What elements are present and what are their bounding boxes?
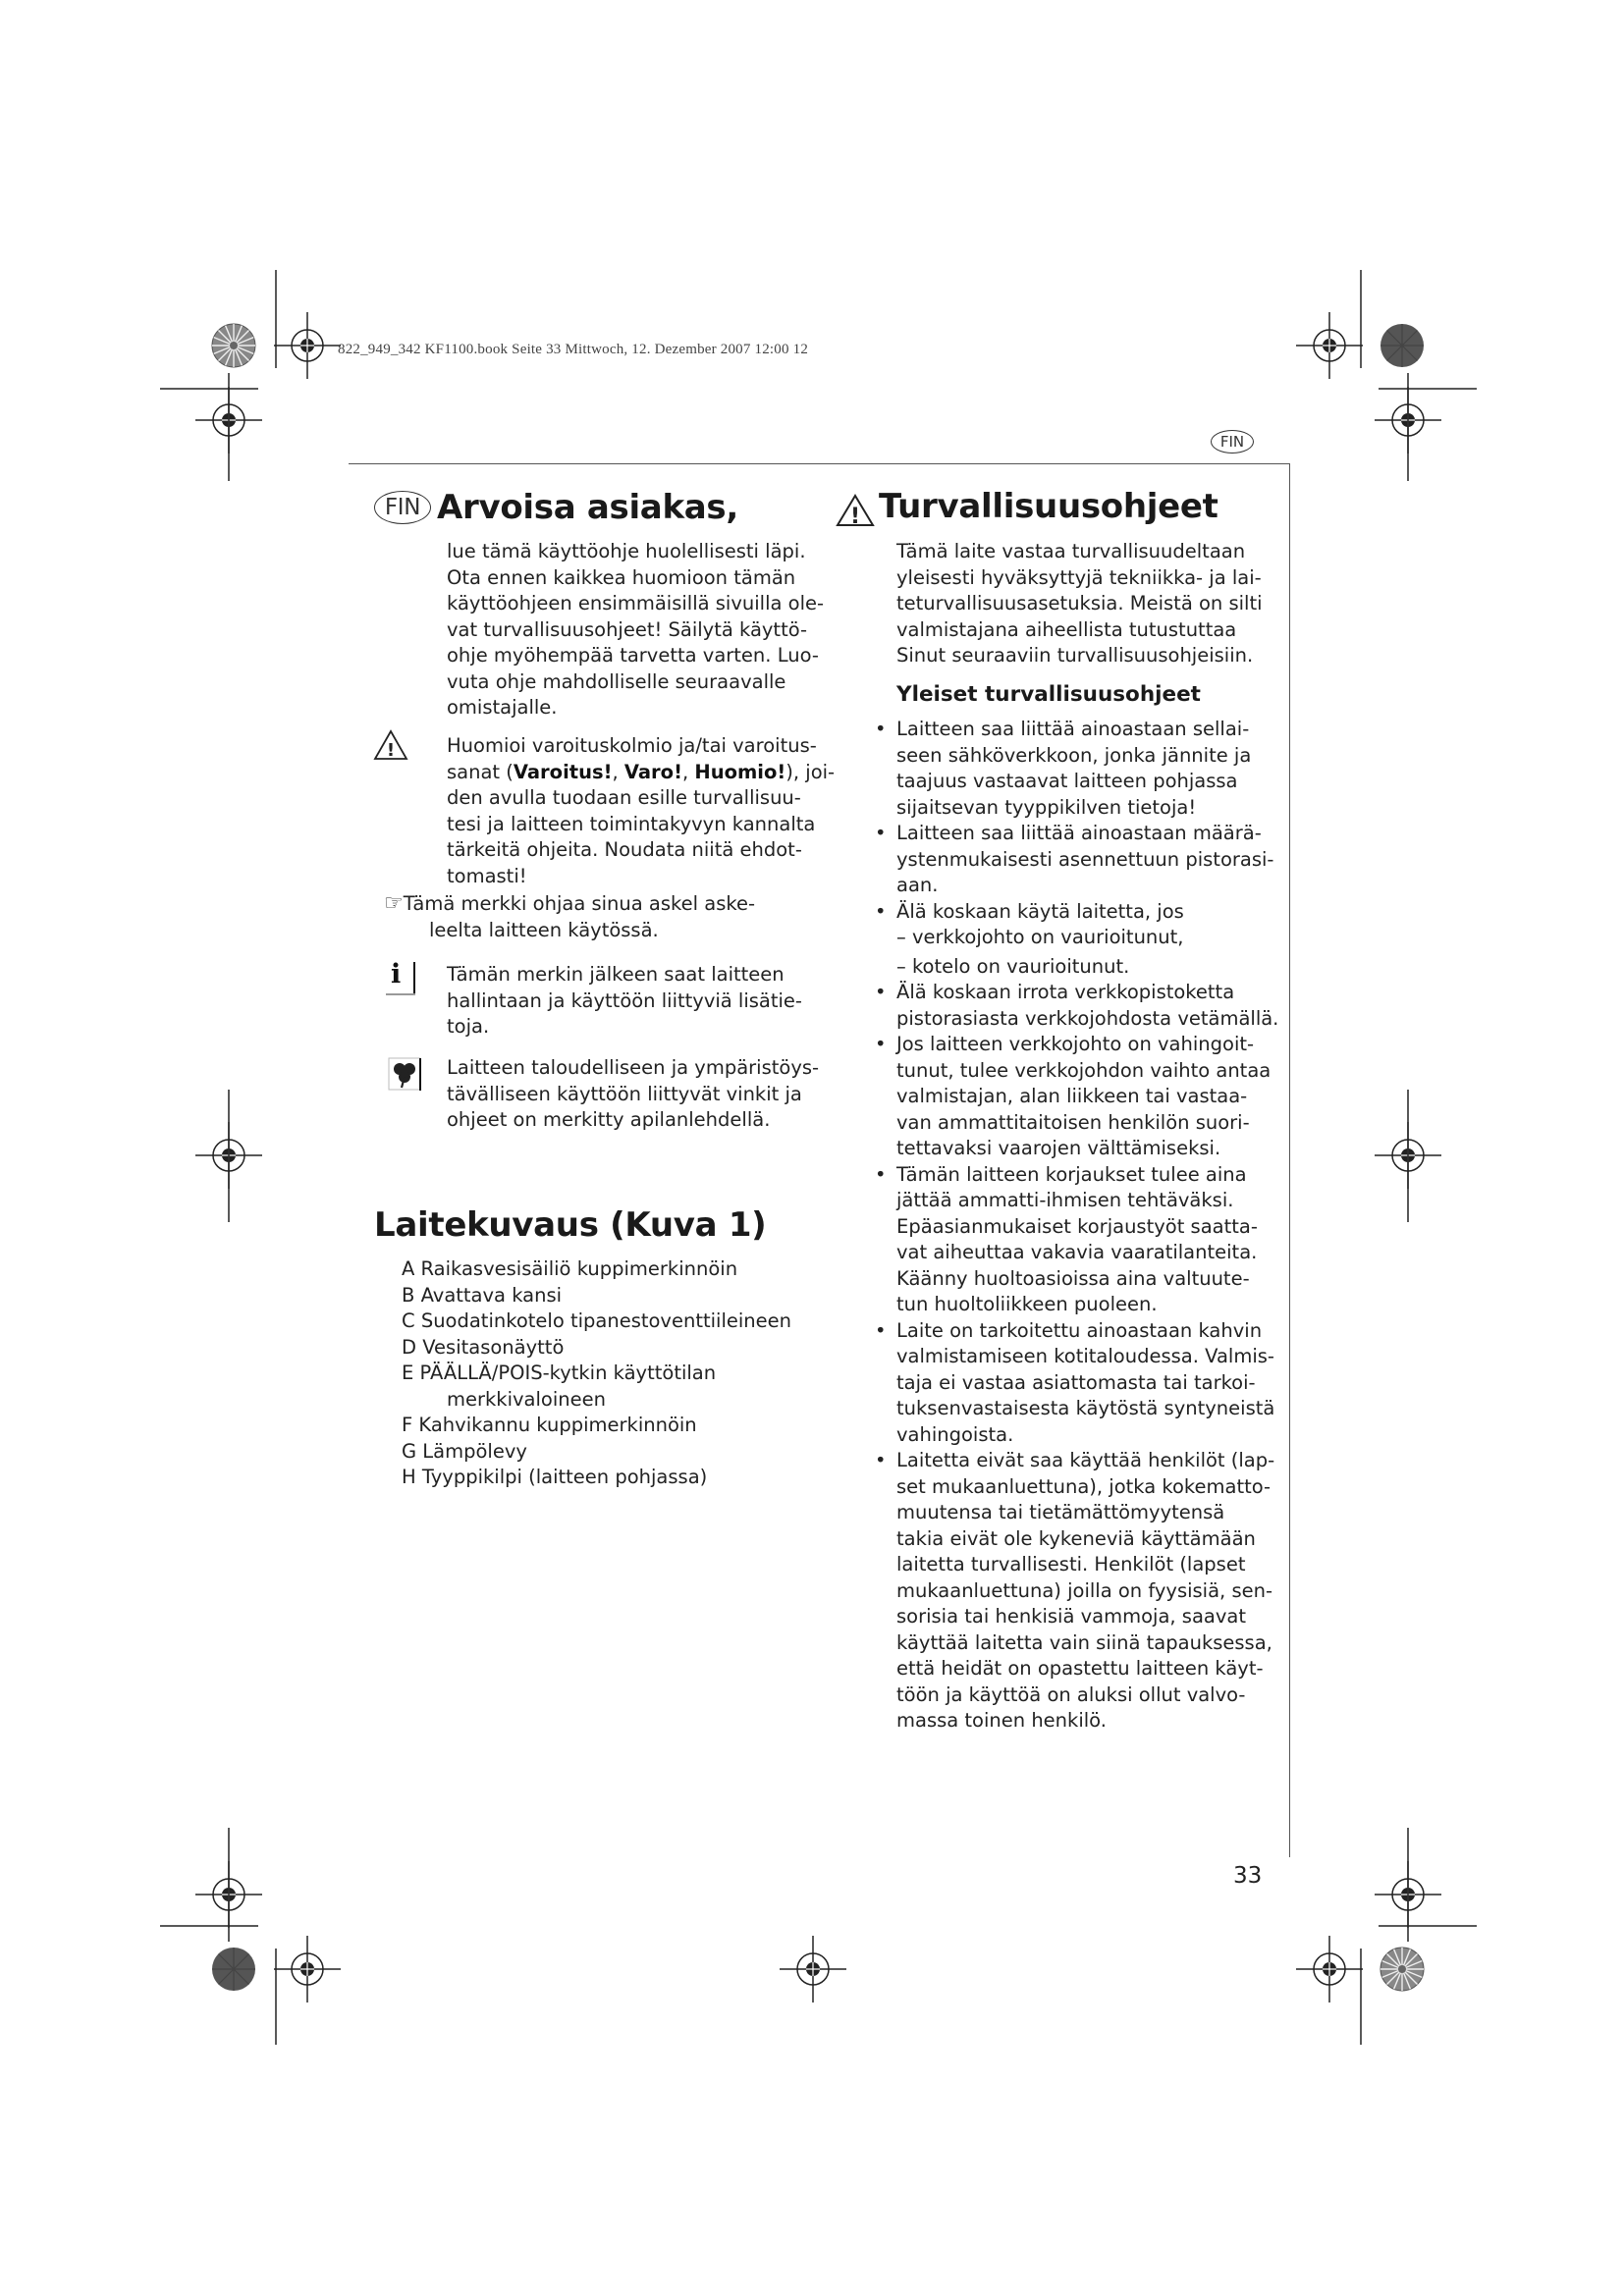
info-line: hallintaan ja käyttöön liittyviä lisätie- bbox=[447, 988, 802, 1012]
page-frame-right bbox=[1289, 463, 1290, 1857]
info-symbol: i bbox=[391, 959, 402, 989]
heading-turvallisuusohjeet: Turvallisuusohjeet bbox=[879, 487, 1218, 526]
cont: ystenmukaisesti asennettuun pistorasi- bbox=[896, 847, 1274, 871]
warning-line: tomasti! bbox=[447, 864, 527, 887]
text: Laitetta eivät saa käyttää henkilöt (lap- bbox=[896, 1449, 1275, 1471]
intro-line: yleisesti hyväksyttyjä tekniikka- ja lai- bbox=[896, 565, 1262, 589]
cont: seen sähköverkkoon, jonka jännite ja bbox=[896, 743, 1252, 767]
cont: tun huoltoliikkeen puoleen. bbox=[896, 1293, 1158, 1315]
list-item: D Vesitasonäyttö bbox=[402, 1335, 565, 1359]
info-icon bbox=[386, 959, 415, 991]
text: Tämän laitteen korjaukset tulee aina bbox=[896, 1162, 1247, 1186]
list-item-continuation: merkkivaloineen bbox=[447, 1387, 606, 1411]
info-paragraph bbox=[447, 962, 802, 1041]
heading-arvoisa-asiakas bbox=[374, 488, 738, 527]
cont: tuksenvastaisesta käytöstä syntyneistä bbox=[896, 1397, 1275, 1419]
intro-paragraph bbox=[447, 539, 824, 721]
intro-line: Tämä laite vastaa turvallisuudeltaan bbox=[896, 540, 1246, 562]
list-item: F Kahvikannu kuppimerkinnöin bbox=[402, 1414, 697, 1436]
intro-line: Sinut seuraaviin turvallisuusohjeisiin. bbox=[896, 644, 1254, 667]
list-item: A Raikasvesisäiliö kuppimerkinnöin bbox=[402, 1257, 738, 1280]
cont: vat aiheuttaa vakavia vaaratilanteita. bbox=[896, 1241, 1258, 1263]
heading-text: Arvoisa asiakas, bbox=[437, 488, 738, 527]
text: ), joi- bbox=[785, 760, 836, 783]
text: Tämä merkki ohjaa sinua askel aske- bbox=[403, 892, 755, 915]
text: , bbox=[681, 760, 695, 783]
text: , bbox=[612, 760, 624, 783]
bullet-icon: • bbox=[875, 1162, 887, 1186]
print-info-line: 822_949_342 KF1100.book Seite 33 Mittwoch, 12. Dezember 2007 12:00 12 bbox=[338, 342, 809, 357]
bullet-item bbox=[875, 1318, 1278, 1449]
safety-intro bbox=[896, 539, 1263, 669]
cont: taajuus vastaavat laitteen pohjassa bbox=[896, 770, 1238, 792]
bullet-item bbox=[875, 1448, 1278, 1735]
clover-leaf-icon bbox=[388, 1057, 421, 1093]
cont: pistorasiasta verkkojohdosta vetämällä. bbox=[896, 1006, 1279, 1030]
intro-line: vat turvallisuusohjeet! Säilytä käyttö- bbox=[447, 617, 808, 641]
warning-word: Huomio! bbox=[694, 760, 786, 783]
list-item: E PÄÄLLÄ/POIS-kytkin käyttötilan bbox=[402, 1362, 717, 1384]
sub-item: – verkkojohto on vaurioitunut, bbox=[896, 926, 1184, 948]
bullet-item bbox=[875, 1162, 1278, 1318]
hand-line: leelta laitteen käytössä. bbox=[429, 918, 659, 941]
warning-line bbox=[447, 760, 835, 786]
intro-line: omistajalle. bbox=[447, 696, 558, 719]
intro-line: teturvallisuusasetuksia. Meistä on silti bbox=[896, 592, 1263, 614]
intro-line: Ota ennen kaikkea huomioon tämän bbox=[447, 565, 796, 589]
cont: van ammattitaitoisen henkilön suori- bbox=[896, 1110, 1250, 1134]
text: sanat ( bbox=[447, 760, 514, 783]
cont: vahingoista. bbox=[896, 1422, 1014, 1446]
cont: valmistajan, alan liikkeen tai vastaa- bbox=[896, 1085, 1248, 1107]
cont: tettavaksi vaarojen välttämiseksi. bbox=[896, 1137, 1221, 1159]
cont: takia eivät ole kykeneviä käyttämään bbox=[896, 1526, 1256, 1550]
cont: tunut, tulee verkkojohdon vaihto antaa bbox=[896, 1058, 1272, 1082]
cont: että heidät on opastettu laitteen käyt- bbox=[896, 1657, 1264, 1680]
subheading-yleiset: Yleiset turvallisuusohjeet bbox=[896, 682, 1201, 707]
hand-line bbox=[384, 891, 755, 918]
cont: muutensa tai tietämättömyytensä bbox=[896, 1501, 1225, 1523]
svg-text:!: ! bbox=[849, 505, 861, 527]
sub-item: – kotelo on vaurioitunut. bbox=[896, 954, 1130, 978]
text: Laitteen saa liittää ainoastaan määrä- bbox=[896, 822, 1262, 844]
safety-bullet-list bbox=[875, 717, 1278, 1735]
bullet-item bbox=[875, 899, 1278, 981]
intro-line: käyttöohjeen ensimmäisillä sivuilla ole- bbox=[447, 592, 825, 614]
cont: käyttää laitetta vain siinä tapauksessa, bbox=[896, 1630, 1272, 1654]
heading-laitekuvaus: Laitekuvaus (Kuva 1) bbox=[374, 1205, 767, 1245]
page-number: 33 bbox=[1233, 1863, 1263, 1889]
bullet-item bbox=[875, 717, 1278, 821]
cont: sijaitsevan tyyppikilven tietoja! bbox=[896, 795, 1197, 819]
header-language-badge: FIN bbox=[1211, 430, 1254, 454]
cont: jättää ammatti-ihmisen tehtäväksi. bbox=[896, 1189, 1234, 1211]
warning-word: Varoitus! bbox=[513, 760, 613, 783]
warning-line: tärkeitä ohjeita. Noudata niitä ehdot- bbox=[447, 838, 802, 861]
info-line: Tämän merkin jälkeen saat laitteen bbox=[447, 963, 785, 986]
cont: töön ja käyttöä on aluksi ollut valvo- bbox=[896, 1682, 1246, 1706]
intro-line: vuta ohje mahdolliselle seuraavalle bbox=[447, 669, 786, 693]
device-parts-list bbox=[402, 1256, 791, 1491]
list-item: B Avattava kansi bbox=[402, 1283, 563, 1307]
bullet-icon: • bbox=[875, 822, 887, 844]
warning-triangle-icon bbox=[836, 494, 875, 527]
bullet-item bbox=[875, 821, 1278, 899]
bullet-icon: • bbox=[875, 1033, 887, 1055]
cont: set mukaanluettuna), jotka kokematto- bbox=[896, 1474, 1272, 1498]
text: Älä koskaan käytä laitetta, jos bbox=[896, 899, 1184, 923]
bullet-icon: • bbox=[875, 718, 887, 740]
bullet-item bbox=[875, 1032, 1278, 1162]
svg-text:!: ! bbox=[386, 740, 396, 761]
bullet-icon: • bbox=[875, 899, 887, 923]
warning-line: den avulla tuodaan esille turvallisuu- bbox=[447, 786, 801, 809]
text: Jos laitteen verkkojohto on vahingoit- bbox=[896, 1033, 1255, 1055]
cont: mukaanluettuna) joilla on fyysisiä, sen- bbox=[896, 1578, 1272, 1602]
cont: aan. bbox=[896, 874, 939, 896]
bullet-icon: • bbox=[875, 1318, 887, 1342]
warning-line: Huomioi varoituskolmio ja/tai varoitus- bbox=[447, 734, 817, 757]
bullet-icon: • bbox=[875, 1449, 887, 1471]
warning-word: Varo! bbox=[623, 760, 682, 783]
eco-line: Laitteen taloudelliseen ja ympäristöys- bbox=[447, 1056, 820, 1079]
text: Laitteen saa liittää ainoastaan sellai- bbox=[896, 718, 1250, 740]
text: Laite on tarkoitettu ainoastaan kahvin bbox=[896, 1318, 1263, 1342]
pointing-hand-icon: ☞ bbox=[384, 891, 404, 916]
cont: sorisia tai henkisiä vammoja, saavat bbox=[896, 1605, 1246, 1628]
cont: Epäasianmukaiset korjaustyöt saatta- bbox=[896, 1214, 1258, 1238]
eco-tip-paragraph bbox=[447, 1055, 819, 1134]
cont: massa toinen henkilö. bbox=[896, 1709, 1107, 1732]
list-item: C Suodatinkotelo tipanestoventtiileineen bbox=[402, 1309, 791, 1332]
cont: taja ei vastaa asiattomasta tai tarkoi- bbox=[896, 1370, 1256, 1394]
intro-line: lue tämä käyttöohje huolellisesti läpi. bbox=[447, 540, 806, 562]
warning-line: tesi ja laitteen toimintakyvyn kannalta bbox=[447, 812, 816, 835]
intro-line: valmistajana aiheellista tutustuttaa bbox=[896, 617, 1237, 641]
language-badge: FIN bbox=[374, 491, 431, 524]
bullet-item bbox=[875, 980, 1278, 1032]
eco-line: ohjeet on merkitty apilanlehdellä. bbox=[447, 1108, 771, 1131]
list-item: H Tyyppikilpi (laitteen pohjassa) bbox=[402, 1466, 708, 1488]
intro-line: ohje myöhempää tarvetta varten. Luo- bbox=[447, 644, 819, 667]
cont: Käänny huoltoasioissa aina valtuute- bbox=[896, 1266, 1250, 1290]
cont: laitetta turvallisesti. Henkilöt (lapset bbox=[896, 1553, 1246, 1575]
info-line: toja. bbox=[447, 1015, 490, 1038]
hand-tip-paragraph bbox=[384, 891, 755, 943]
warning-paragraph bbox=[447, 733, 835, 889]
bullet-icon: • bbox=[875, 981, 887, 1003]
cont: valmistamiseen kotitaloudessa. Valmis- bbox=[896, 1345, 1274, 1367]
list-item: G Lämpölevy bbox=[402, 1439, 527, 1463]
warning-triangle-icon bbox=[373, 729, 408, 761]
eco-line: tävälliseen käyttöön liittyvät vinkit ja bbox=[447, 1082, 802, 1105]
text: Älä koskaan irrota verkkopistoketta bbox=[896, 981, 1235, 1003]
page-frame-top bbox=[349, 463, 1289, 464]
